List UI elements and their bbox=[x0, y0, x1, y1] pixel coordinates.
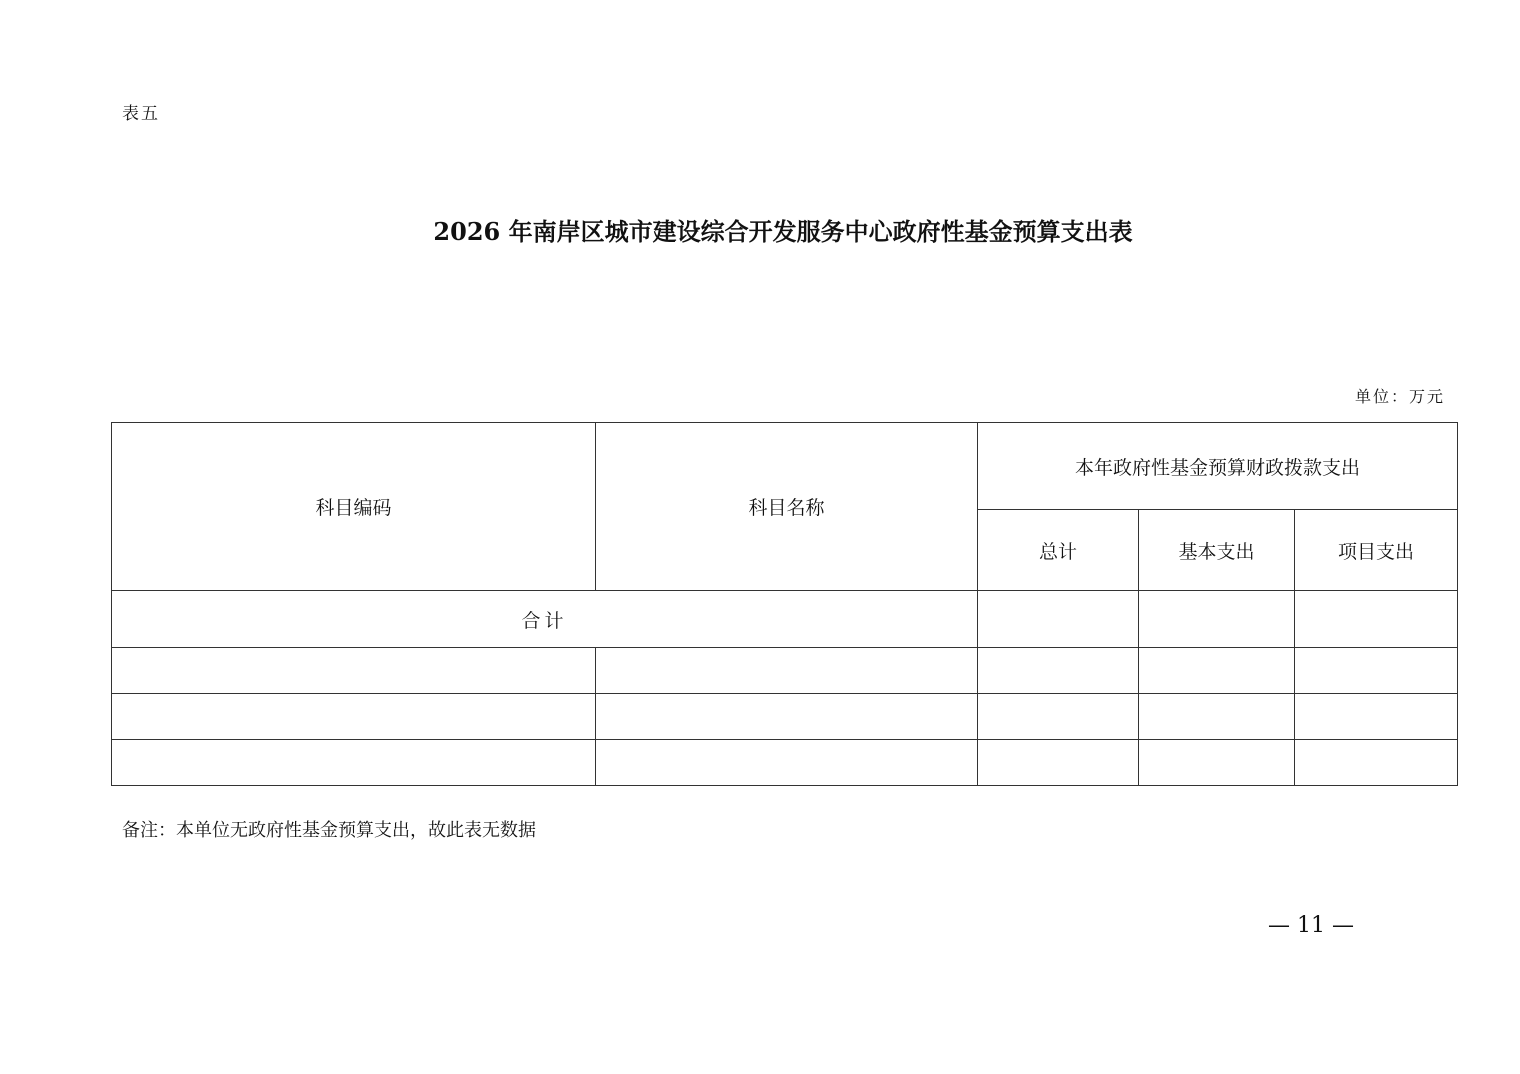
cell-project bbox=[1295, 694, 1458, 740]
cell-total bbox=[978, 740, 1139, 786]
cell-name bbox=[596, 648, 978, 694]
cell-name bbox=[596, 694, 978, 740]
total-cell-project bbox=[1295, 591, 1458, 648]
cell-basic bbox=[1139, 740, 1295, 786]
unit-label: 单位：万元 bbox=[1354, 387, 1445, 406]
cell-name bbox=[596, 740, 978, 786]
cell-code bbox=[112, 740, 596, 786]
cell-total bbox=[978, 648, 1139, 694]
note-text: 备注：本单位无政府性基金预算支出，故此表无数据 bbox=[122, 820, 536, 841]
table-row bbox=[112, 740, 1458, 786]
total-row bbox=[112, 591, 1458, 648]
header-row-1 bbox=[112, 423, 1458, 510]
table-label: 表五 bbox=[122, 104, 160, 124]
table-row bbox=[112, 648, 1458, 694]
cell-basic bbox=[1139, 694, 1295, 740]
header-basic: 基本支出 bbox=[1139, 510, 1295, 591]
cell-basic bbox=[1139, 648, 1295, 694]
total-cell-basic bbox=[1139, 591, 1295, 648]
header-project: 项目支出 bbox=[1295, 510, 1458, 591]
header-group: 本年政府性基金预算财政拨款支出 bbox=[978, 423, 1458, 510]
cell-project bbox=[1295, 740, 1458, 786]
total-label: 合计 bbox=[112, 591, 978, 648]
header-name: 科目名称 bbox=[596, 423, 978, 591]
budget-table bbox=[111, 422, 1458, 786]
page-title: 2026 年南岸区城市建设综合开发服务中心政府性基金预算支出表 bbox=[433, 217, 1133, 246]
header-total: 总计 bbox=[978, 510, 1139, 591]
page-number: — 11 — bbox=[1268, 913, 1354, 938]
cell-project bbox=[1295, 648, 1458, 694]
total-cell-total bbox=[978, 591, 1139, 648]
cell-code bbox=[112, 648, 596, 694]
cell-code bbox=[112, 694, 596, 740]
table-row bbox=[112, 694, 1458, 740]
header-code: 科目编码 bbox=[112, 423, 596, 591]
cell-total bbox=[978, 694, 1139, 740]
